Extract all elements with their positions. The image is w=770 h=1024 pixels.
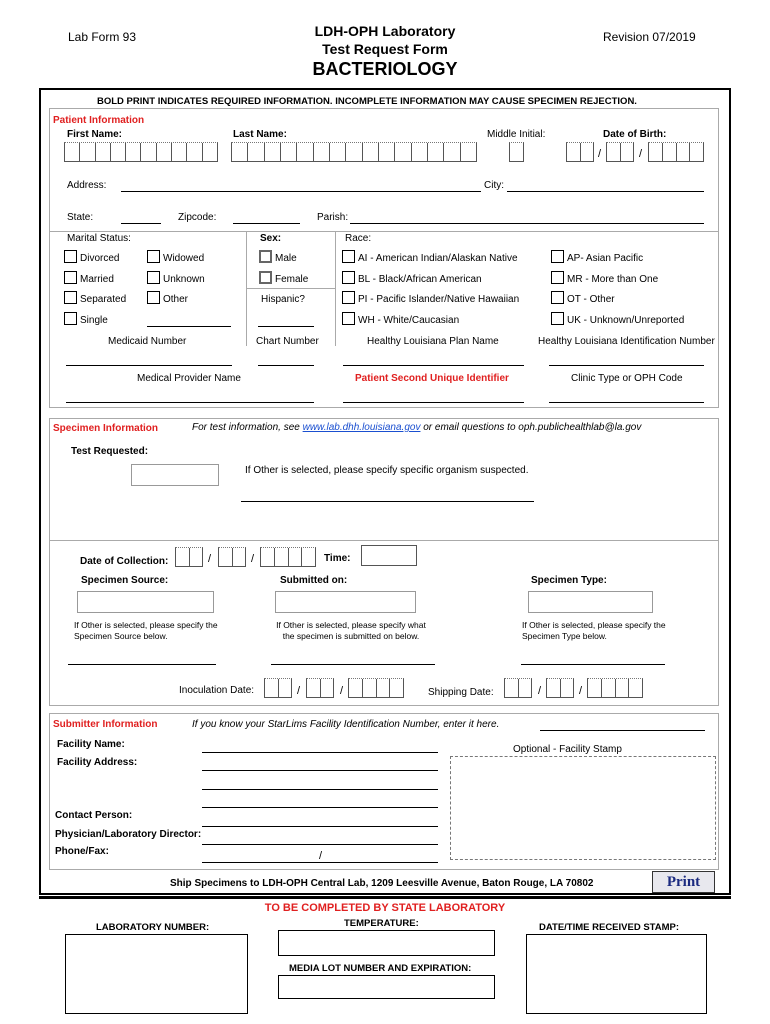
type-note: If Other is selected, please specify the Specimen Type below. — [522, 620, 666, 641]
submitted-on-select[interactable] — [275, 591, 416, 613]
clinic-label: Clinic Type or OPH Code — [571, 373, 683, 384]
marital-single-checkbox[interactable] — [64, 312, 77, 325]
shipping-day-field[interactable] — [546, 678, 574, 698]
shipping-slash-2: / — [579, 685, 583, 697]
inoculation-month-field[interactable] — [264, 678, 292, 698]
chart-field[interactable] — [258, 365, 314, 366]
source-label: Specimen Source: — [81, 575, 169, 586]
temperature-box[interactable] — [278, 930, 495, 956]
marital-separated-label: Separated — [80, 294, 127, 305]
form-id: Lab Form 93 — [68, 30, 137, 44]
facility-name-field[interactable] — [202, 752, 438, 753]
phone-label: Phone/Fax: — [55, 846, 109, 857]
shipping-slash-1: / — [538, 685, 542, 697]
test-info-link[interactable]: www.lab.dhh.louisiana.gov — [302, 422, 421, 433]
collection-slash-2: / — [251, 553, 255, 565]
inoculation-slash-1: / — [297, 685, 301, 697]
race-ai-checkbox[interactable] — [342, 250, 355, 263]
facility-address-label: Facility Address: — [57, 757, 138, 768]
specimen-section-title: Specimen Information — [53, 423, 159, 434]
shipping-month-field[interactable] — [504, 678, 532, 698]
first-name-label: First Name: — [67, 129, 123, 140]
clinic-field[interactable] — [549, 402, 704, 403]
marital-separated-checkbox[interactable] — [64, 291, 77, 304]
title-line-1: LDH-OPH Laboratory — [314, 23, 456, 39]
hispanic-field[interactable] — [258, 326, 314, 327]
dob-month-field[interactable] — [566, 142, 594, 162]
stamp-label: Optional - Facility Stamp — [513, 744, 622, 755]
race-ai-label: AI - American Indian/Alaskan Native — [358, 253, 518, 264]
race-wh-label: WH - White/Caucasian — [358, 315, 460, 326]
parish-field[interactable] — [350, 223, 704, 224]
received-label: DATE/TIME RECEIVED STAMP: — [539, 922, 680, 933]
state-field[interactable] — [121, 223, 161, 224]
marital-married-label: Married — [80, 274, 114, 285]
test-other-note: If Other is selected, please specify specific organism suspected. — [245, 465, 529, 476]
shipping-label: Shipping Date: — [428, 687, 494, 698]
parish-label: Parish: — [317, 212, 349, 223]
medicaid-field[interactable] — [66, 365, 232, 366]
hlpn-label: Healthy Louisiana Plan Name — [367, 336, 499, 347]
address-field[interactable] — [121, 191, 481, 192]
marital-other-field[interactable] — [147, 326, 231, 327]
test-info-text: For test information, see www.lab.dhh.louisiana.gov or email questions to oph.publichealthlab@la.gov — [192, 422, 642, 433]
inoculation-label: Inoculation Date: — [179, 685, 255, 696]
lab-number-label: LABORATORY NUMBER: — [96, 922, 210, 933]
provider-label: Medical Provider Name — [137, 373, 241, 384]
race-bl-checkbox[interactable] — [342, 271, 355, 284]
page-title: BACTERIOLOGY — [312, 59, 458, 79]
received-stamp-box[interactable] — [526, 934, 707, 1014]
marital-single-label: Single — [80, 315, 108, 326]
race-pi-label: PI - Pacific Islander/Native Hawaiian — [358, 294, 520, 305]
source-note: If Other is selected, please specify the Specimen Source below. — [74, 620, 218, 641]
starlims-note: If you know your StarLims Facility Identification Number, enter it here. — [192, 719, 500, 730]
sex-label: Sex: — [260, 233, 282, 244]
dob-slash-1: / — [598, 148, 602, 160]
sex-male-label: Male — [275, 253, 297, 264]
hispanic-label: Hispanic? — [261, 294, 305, 305]
race-uk-label: UK - Unknown/Unreported — [567, 315, 685, 326]
facility-address-line-3[interactable] — [202, 807, 438, 808]
test-requested-select[interactable] — [131, 464, 219, 486]
marital-status-label: Marital Status: — [67, 233, 131, 244]
race-bl-label: BL - Black/African American — [358, 274, 482, 285]
race-pi-checkbox[interactable] — [342, 291, 355, 304]
submitted-other-field[interactable] — [271, 664, 435, 665]
type-select[interactable] — [528, 591, 653, 613]
director-field[interactable] — [202, 844, 438, 845]
chart-label: Chart Number — [256, 336, 319, 347]
marital-other-checkbox[interactable] — [147, 291, 160, 304]
phone-field[interactable] — [202, 862, 438, 863]
facility-address-line-2[interactable] — [202, 789, 438, 790]
shipping-year-field[interactable] — [587, 678, 643, 698]
print-button[interactable]: Print — [652, 871, 715, 893]
race-mr-label: MR - More than One — [567, 274, 659, 285]
media-label: MEDIA LOT NUMBER AND EXPIRATION: — [289, 963, 472, 974]
patient-section-title: Patient Information — [53, 115, 145, 126]
submitted-note: If Other is selected, please specify what the specimen is submitted on below. — [276, 620, 426, 641]
marital-married-checkbox[interactable] — [64, 271, 77, 284]
second-id-field[interactable] — [343, 402, 524, 403]
time-label: Time: — [324, 553, 351, 564]
facility-name-label: Facility Name: — [57, 739, 125, 750]
director-label: Physician/Laboratory Director: — [55, 829, 202, 840]
second-id-label: Patient Second Unique Identifier — [355, 373, 509, 384]
dob-year-field[interactable] — [648, 142, 704, 162]
middle-initial-label: Middle Initial: — [487, 129, 546, 140]
state-label: State: — [67, 212, 94, 223]
collection-day-field[interactable] — [218, 547, 246, 567]
hlid-label: Healthy Louisiana Identification Number — [538, 336, 715, 347]
last-name-field[interactable] — [231, 142, 477, 162]
race-wh-checkbox[interactable] — [342, 312, 355, 325]
revision: Revision 07/2019 — [603, 30, 696, 44]
sex-female-checkbox[interactable] — [259, 271, 272, 284]
title-line-2: Test Request Form — [322, 41, 448, 57]
sex-female-label: Female — [275, 274, 309, 285]
hlid-field[interactable] — [549, 365, 704, 366]
collection-date-label: Date of Collection: — [80, 556, 169, 567]
contact-label: Contact Person: — [55, 810, 133, 821]
race-uk-checkbox[interactable] — [551, 312, 564, 325]
race-mr-checkbox[interactable] — [551, 271, 564, 284]
hlpn-field[interactable] — [343, 365, 524, 366]
inoculation-year-field[interactable] — [348, 678, 404, 698]
collection-month-field[interactable] — [175, 547, 203, 567]
provider-field[interactable] — [66, 402, 314, 403]
phone-slash: / — [319, 850, 323, 862]
city-label: City: — [484, 180, 504, 191]
race-ap-label: AP- Asian Pacific — [567, 253, 644, 264]
collection-slash-1: / — [208, 553, 212, 565]
marital-divorced-label: Divorced — [80, 253, 120, 264]
city-field[interactable] — [507, 191, 704, 192]
lab-number-box[interactable] — [65, 934, 248, 1014]
zipcode-field[interactable] — [233, 223, 300, 224]
medicaid-label: Medicaid Number — [108, 336, 187, 347]
required-notice: BOLD PRINT INDICATES REQUIRED INFORMATION. INCOMPLETE INFORMATION MAY CAUSE SPECIMEN REJECTION. — [97, 96, 637, 107]
marital-unknown-label: Unknown — [163, 274, 205, 285]
source-other-field[interactable] — [68, 664, 216, 665]
inoculation-day-field[interactable] — [306, 678, 334, 698]
zipcode-label: Zipcode: — [178, 212, 217, 223]
facility-address-line-1[interactable] — [202, 770, 438, 771]
ship-address: Ship Specimens to LDH-OPH Central Lab, 1209 Leesville Avenue, Baton Rouge, LA 70802 — [170, 878, 594, 889]
submitter-section-title: Submitter Information — [53, 719, 158, 730]
contact-field[interactable] — [202, 826, 438, 827]
facility-stamp-area[interactable] — [450, 756, 716, 860]
starlims-field[interactable] — [540, 730, 705, 731]
dob-label: Date of Birth: — [603, 129, 667, 140]
temperature-label: TEMPERATURE: — [344, 918, 419, 929]
marital-unknown-checkbox[interactable] — [147, 271, 160, 284]
dob-day-field[interactable] — [606, 142, 634, 162]
type-other-field[interactable] — [521, 664, 665, 665]
race-ot-checkbox[interactable] — [551, 291, 564, 304]
inoculation-slash-2: / — [340, 685, 344, 697]
submitted-on-label: Submitted on: — [280, 575, 348, 586]
type-label: Specimen Type: — [531, 575, 607, 586]
test-other-field[interactable] — [241, 501, 534, 502]
collection-year-field[interactable] — [260, 547, 316, 567]
race-ot-label: OT - Other — [567, 294, 615, 305]
marital-divorced-checkbox[interactable] — [64, 250, 77, 263]
test-requested-label: Test Requested: — [71, 446, 149, 457]
media-box[interactable] — [278, 975, 495, 999]
marital-widowed-label: Widowed — [163, 253, 205, 264]
lab-section-title: TO BE COMPLETED BY STATE LABORATORY — [264, 902, 506, 914]
first-name-field[interactable] — [64, 142, 218, 162]
race-ap-checkbox[interactable] — [551, 250, 564, 263]
address-label: Address: — [67, 180, 107, 191]
marital-widowed-checkbox[interactable] — [147, 250, 160, 263]
marital-other-label: Other — [163, 294, 189, 305]
middle-initial-field[interactable] — [509, 142, 524, 162]
sex-male-checkbox[interactable] — [259, 250, 272, 263]
dob-slash-2: / — [639, 148, 643, 160]
last-name-label: Last Name: — [233, 129, 287, 140]
race-label: Race: — [345, 233, 372, 244]
source-select[interactable] — [77, 591, 214, 613]
time-field[interactable] — [361, 545, 417, 566]
